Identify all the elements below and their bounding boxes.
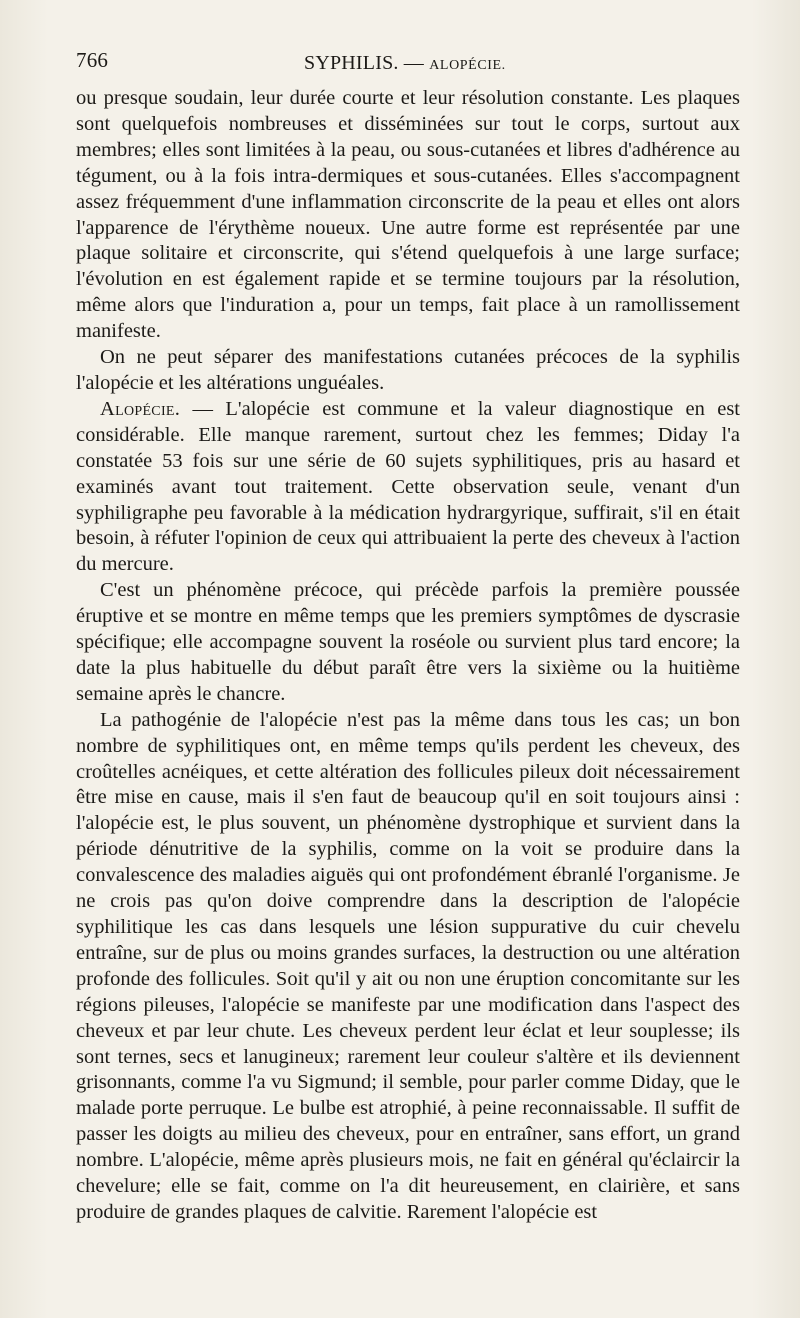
paragraph <box>76 708 740 1226</box>
page-number: 766 <box>76 48 109 72</box>
running-title-main: SYPHILIS. <box>304 52 399 74</box>
running-title-section: ALOPÉCIE. <box>429 58 506 73</box>
paragraph-text: La pathogénie de l'alopécie n'est pas la même dans tous les cas; un bon nombre de syphilitiques ont, en même temps qu'ils perdent les cheveux, des croûtelles acnéiques, et cette altération des follicules pileux doit nécessairement être mise en cause, mais il s'en faut de beaucoup qu'il en soit toujours ainsi : l'alopécie est, le plus souvent, un phénomène dystrophique et survient dans la période dénutritive de la syphilis, comme on la voit se produire dans la convalescence des maladies aiguës qui ont profondément ébranlé l'organisme. Je ne crois pas qu'on doive comprendre dans la description de l'alopécie syphilitique les cas dans lesquels une lésion suppurative du cuir chevelu entraîne, sur de plus ou moins grandes surfaces, la destruction ou une altération profonde des follicules. Soit qu'il y ait ou non une éruption concomitante sur les régions pileuses, l'alopécie se manifeste par une modification dans l'aspect des cheveux et par leur chute. Les cheveux perdent leur éclat et leur souplesse; ils sont ternes, secs et lanugineux; rarement leur couleur s'altère et ils deviennent grisonnants, comme l'a vu Sigmund; il semble, pour parler comme Diday, que le malade porte perruque. Le bulbe est atrophié, à peine reconnaissable. Il suffit de passer les doigts au milieu des cheveux, pour en entraîner, sans effort, un grand nombre. L'alopécie, même après plusieurs mois, ne fait en général qu'éclaircir la chevelure; elle se fait, comme on l'a dit heureusement, en clairière, et sans produire de grandes plaques de calvitie. Rarement l'alopécie est <box>76 708 740 1223</box>
paragraph <box>76 578 740 708</box>
running-header <box>76 46 740 76</box>
running-title <box>304 52 506 75</box>
paragraph <box>76 86 740 345</box>
body-text <box>76 86 740 1226</box>
section-heading-alopecie: Alopécie. <box>100 397 181 420</box>
paragraph <box>76 397 740 578</box>
paragraph <box>76 345 740 397</box>
paragraph-text: — L'alopécie est commune et la valeur diagnostique en est considérable. Elle manque rarement, surtout chez les femmes; Diday l'a constatée 53 fois sur une série de 60 sujets syphilitiques, pris au hasard et examinés avant tout traitement. Cette observation seule, venant d'un syphiligraphe peu favorable à la médication hydrargyrique, suffirait, s'il en était besoin, à réfuter l'opinion de ceux qui attribuaient la perte des cheveux à l'action du mercure. <box>76 397 740 576</box>
running-title-separator: — <box>403 52 424 74</box>
paragraph-text: On ne peut séparer des manifestations cutanées précoces de la syphilis l'alopécie et les altérations unguéales. <box>76 346 740 394</box>
paragraph-text: ou presque soudain, leur durée courte et leur résolution constante. Les plaques sont quelquefois nombreuses et disséminées sur tout le corps, surtout aux membres; elles sont limitées à la peau, ou sous-cutanées et libres d'adhérence au tégument, ou à la fois intra-dermiques et sous-cutanées. Elles s'accompagnent assez fréquemment d'une inflammation circonscrite de la peau et elles ont alors l'apparence de l'érythème noueux. Une autre forme est représentée par une plaque solitaire et circonscrite, qui s'étend quelquefois à une large surface; l'évolution en est également rapide et se termine toujours par la résolution, même alors que l'induration a, pour un temps, fait place à un ramollissement manifeste. <box>76 87 740 343</box>
paragraph-text: C'est un phénomène précoce, qui précède parfois la première poussée éruptive et se montre en même temps que les premiers symptômes de dyscrasie spécifique; elle accompagne souvent la roséole ou survient plus tard encore; la date la plus habituelle du début paraît être vers la sixième ou la huitième semaine après le chancre. <box>76 579 740 705</box>
